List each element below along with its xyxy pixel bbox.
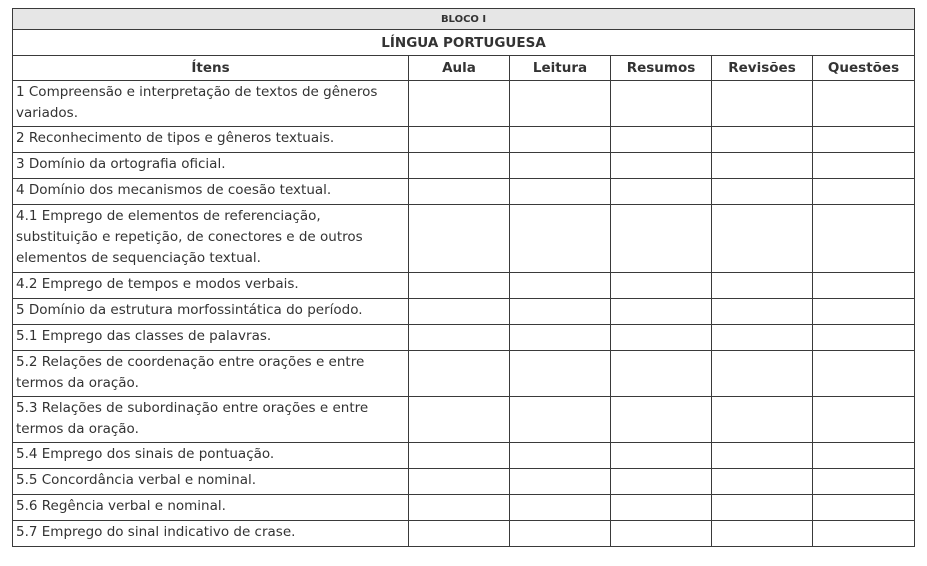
revisoes-cell[interactable] xyxy=(712,299,813,325)
questoes-cell[interactable] xyxy=(813,397,915,443)
revisoes-cell[interactable] xyxy=(712,521,813,547)
revisoes-cell[interactable] xyxy=(712,351,813,397)
revisoes-cell[interactable] xyxy=(712,325,813,351)
questoes-cell[interactable] xyxy=(813,273,915,299)
revisoes-cell[interactable] xyxy=(712,273,813,299)
study-plan-table xyxy=(12,8,915,547)
table-row xyxy=(13,153,915,179)
resumos-cell[interactable] xyxy=(611,205,712,273)
questoes-cell[interactable] xyxy=(813,521,915,547)
resumos-cell[interactable] xyxy=(611,299,712,325)
aula-cell[interactable] xyxy=(409,153,510,179)
revisoes-cell[interactable] xyxy=(712,153,813,179)
table-row xyxy=(13,127,915,153)
leitura-cell[interactable] xyxy=(510,443,611,469)
aula-cell[interactable] xyxy=(409,351,510,397)
revisoes-cell[interactable] xyxy=(712,127,813,153)
questoes-cell[interactable] xyxy=(813,179,915,205)
questoes-cell[interactable] xyxy=(813,469,915,495)
block-header-row xyxy=(13,9,915,30)
resumos-cell[interactable] xyxy=(611,495,712,521)
aula-cell[interactable] xyxy=(409,179,510,205)
table-row xyxy=(13,469,915,495)
resumos-cell[interactable] xyxy=(611,397,712,443)
revisoes-cell[interactable] xyxy=(712,205,813,273)
questoes-cell[interactable] xyxy=(813,351,915,397)
resumos-cell[interactable] xyxy=(611,521,712,547)
questoes-cell[interactable] xyxy=(813,299,915,325)
item-text: 5.1 Emprego das classes de palavras. xyxy=(13,325,409,351)
table-row xyxy=(13,179,915,205)
table-row xyxy=(13,521,915,547)
aula-cell[interactable] xyxy=(409,273,510,299)
item-text: 5.6 Regência verbal e nominal. xyxy=(13,495,409,521)
aula-cell[interactable] xyxy=(409,299,510,325)
item-text: 5.2 Relações de coordenação entre orações e entre termos da oração. xyxy=(13,351,409,397)
revisoes-cell[interactable] xyxy=(712,179,813,205)
table-row xyxy=(13,325,915,351)
item-text: 4.2 Emprego de tempos e modos verbais. xyxy=(13,273,409,299)
subject-header-row xyxy=(13,30,915,56)
leitura-cell[interactable] xyxy=(510,521,611,547)
aula-cell[interactable] xyxy=(409,127,510,153)
table-row xyxy=(13,273,915,299)
item-text: 5.5 Concordância verbal e nominal. xyxy=(13,469,409,495)
leitura-cell[interactable] xyxy=(510,299,611,325)
revisoes-cell[interactable] xyxy=(712,397,813,443)
questoes-cell[interactable] xyxy=(813,495,915,521)
column-header-leitura: Leitura xyxy=(510,56,611,81)
table-row xyxy=(13,81,915,127)
leitura-cell[interactable] xyxy=(510,153,611,179)
item-text: 5.3 Relações de subordinação entre orações e entre termos da oração. xyxy=(13,397,409,443)
revisoes-cell[interactable] xyxy=(712,469,813,495)
questoes-cell[interactable] xyxy=(813,325,915,351)
study-plan-table-container xyxy=(12,8,914,547)
item-text: 5.4 Emprego dos sinais de pontuação. xyxy=(13,443,409,469)
leitura-cell[interactable] xyxy=(510,179,611,205)
item-text: 5.7 Emprego do sinal indicativo de crase. xyxy=(13,521,409,547)
aula-cell[interactable] xyxy=(409,521,510,547)
aula-cell[interactable] xyxy=(409,443,510,469)
aula-cell[interactable] xyxy=(409,397,510,443)
revisoes-cell[interactable] xyxy=(712,81,813,127)
revisoes-cell[interactable] xyxy=(712,443,813,469)
item-text: 2 Reconhecimento de tipos e gêneros textuais. xyxy=(13,127,409,153)
leitura-cell[interactable] xyxy=(510,495,611,521)
table-row xyxy=(13,495,915,521)
table-row xyxy=(13,351,915,397)
column-header-resumos: Resumos xyxy=(611,56,712,81)
table-row xyxy=(13,443,915,469)
aula-cell[interactable] xyxy=(409,469,510,495)
table-row xyxy=(13,205,915,273)
leitura-cell[interactable] xyxy=(510,397,611,443)
leitura-cell[interactable] xyxy=(510,205,611,273)
resumos-cell[interactable] xyxy=(611,351,712,397)
column-header-aula: Aula xyxy=(409,56,510,81)
column-header-row xyxy=(13,56,915,81)
resumos-cell[interactable] xyxy=(611,273,712,299)
table-row xyxy=(13,397,915,443)
column-header-itens: Ítens xyxy=(13,56,409,81)
leitura-cell[interactable] xyxy=(510,273,611,299)
aula-cell[interactable] xyxy=(409,81,510,127)
leitura-cell[interactable] xyxy=(510,81,611,127)
aula-cell[interactable] xyxy=(409,495,510,521)
resumos-cell[interactable] xyxy=(611,153,712,179)
resumos-cell[interactable] xyxy=(611,443,712,469)
item-text: 4.1 Emprego de elementos de referenciação, substituição e repetição, de conectores e de outros elementos de sequenciação textual. xyxy=(13,205,409,273)
column-header-revisoes: Revisões xyxy=(712,56,813,81)
questoes-cell[interactable] xyxy=(813,443,915,469)
leitura-cell[interactable] xyxy=(510,351,611,397)
aula-cell[interactable] xyxy=(409,205,510,273)
subject-title: LÍNGUA PORTUGUESA xyxy=(13,30,915,56)
questoes-cell[interactable] xyxy=(813,127,915,153)
item-text: 1 Compreensão e interpretação de textos de gêneros variados. xyxy=(13,81,409,127)
questoes-cell[interactable] xyxy=(813,205,915,273)
resumos-cell[interactable] xyxy=(611,469,712,495)
questoes-cell[interactable] xyxy=(813,81,915,127)
questoes-cell[interactable] xyxy=(813,153,915,179)
aula-cell[interactable] xyxy=(409,325,510,351)
item-text: 5 Domínio da estrutura morfossintática do período. xyxy=(13,299,409,325)
column-header-questoes: Questões xyxy=(813,56,915,81)
resumos-cell[interactable] xyxy=(611,127,712,153)
resumos-cell[interactable] xyxy=(611,179,712,205)
leitura-cell[interactable] xyxy=(510,127,611,153)
item-text: 3 Domínio da ortografia oficial. xyxy=(13,153,409,179)
revisoes-cell[interactable] xyxy=(712,495,813,521)
leitura-cell[interactable] xyxy=(510,325,611,351)
table-row xyxy=(13,299,915,325)
block-label: BLOCO I xyxy=(13,9,915,30)
leitura-cell[interactable] xyxy=(510,469,611,495)
resumos-cell[interactable] xyxy=(611,325,712,351)
item-text: 4 Domínio dos mecanismos de coesão textual. xyxy=(13,179,409,205)
resumos-cell[interactable] xyxy=(611,81,712,127)
